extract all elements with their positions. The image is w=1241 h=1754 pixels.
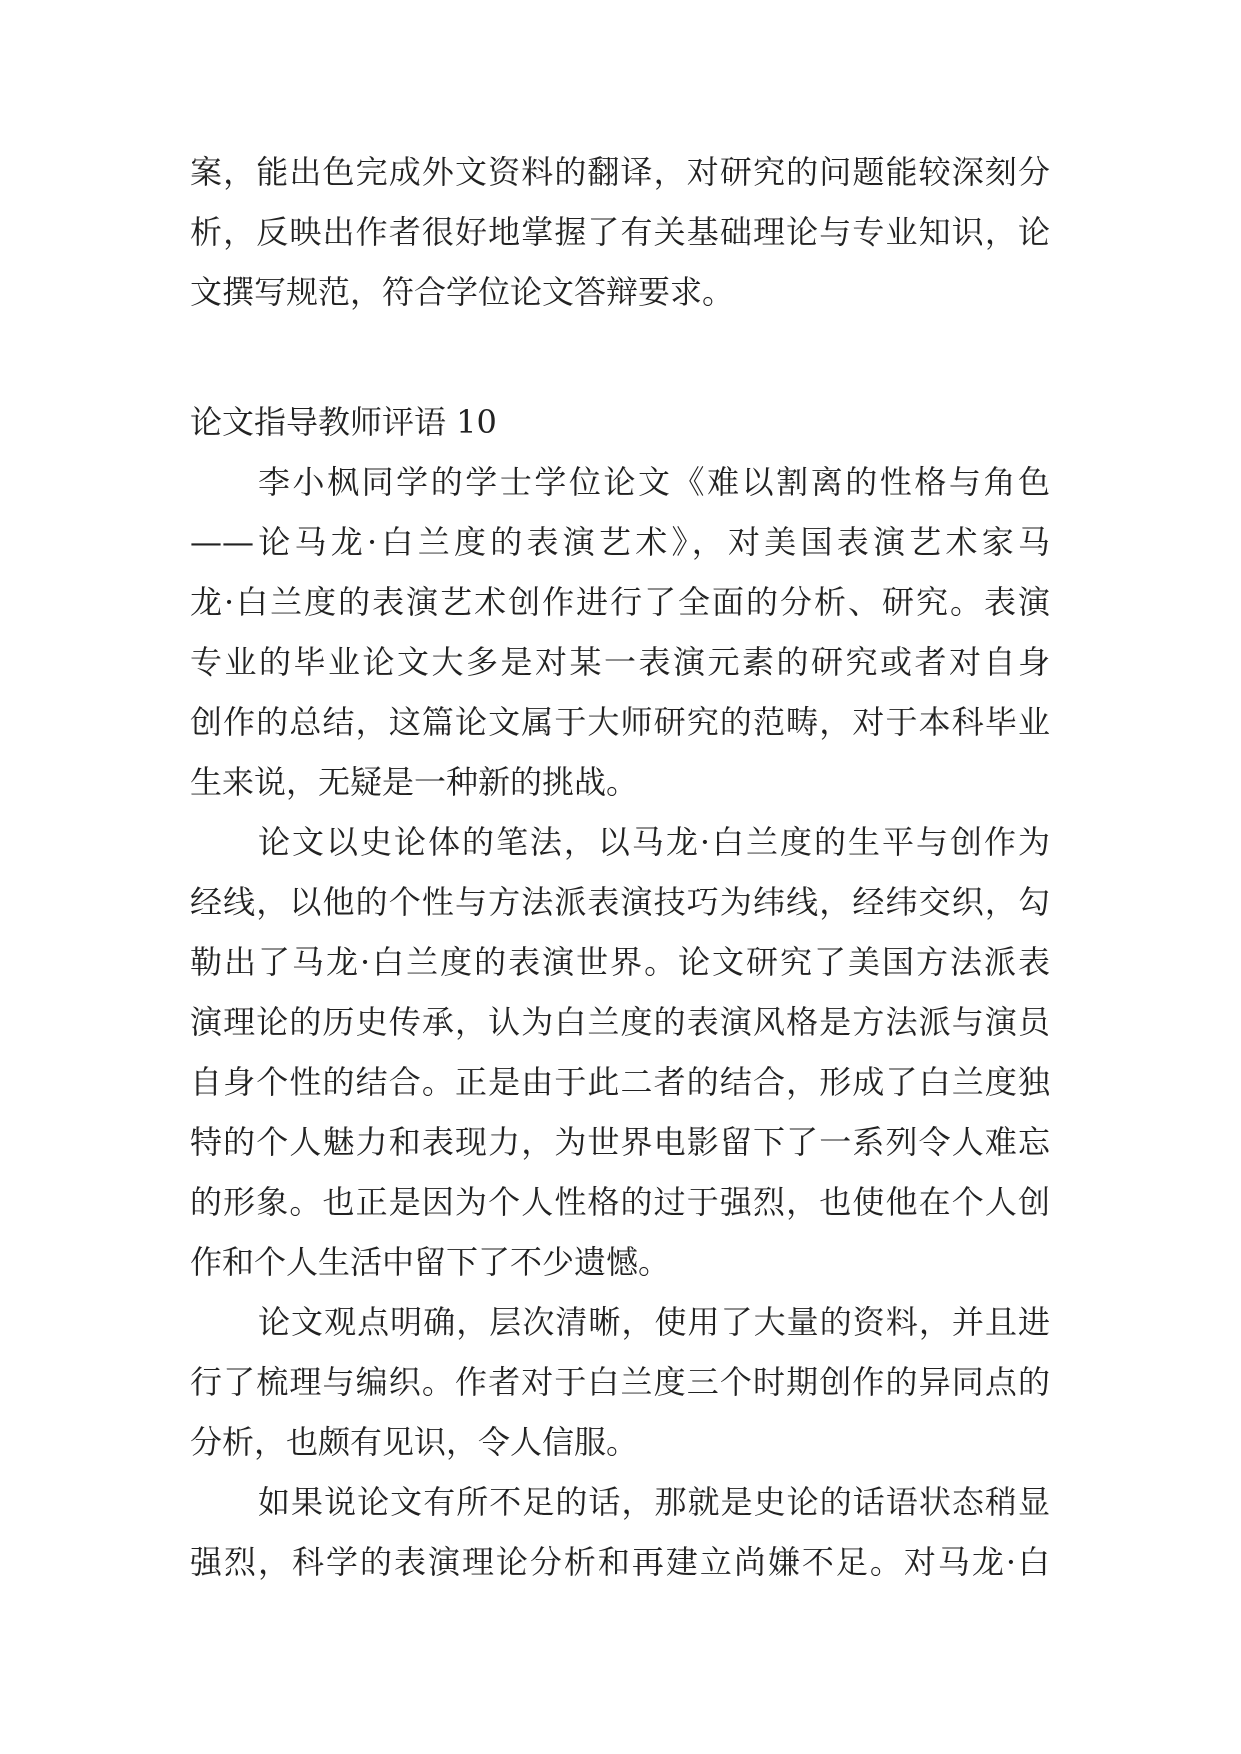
text-line: 生来说，无疑是一种新的挑战。 (190, 763, 639, 801)
text-line: 创作的总结，这篇论文属于大师研究的范畴，对于本科毕业 (190, 703, 1050, 741)
text-line: 专业的毕业论文大多是对某一表演元素的研究或者对自身 (190, 643, 1050, 681)
section-heading: 论文指导教师评语 10 (190, 403, 497, 441)
text-line: 的形象。也正是因为个人性格的过于强烈，也使他在个人创 (190, 1183, 1050, 1221)
text-line: 演理论的历史传承，认为白兰度的表演风格是方法派与演员 (190, 1003, 1050, 1041)
text-line: 案，能出色完成外文资料的翻译，对研究的问题能较深刻分 (190, 153, 1050, 191)
text-line: 特的个人魅力和表现力，为世界电影留下了一系列令人难忘 (190, 1123, 1050, 1161)
text-line: 经线，以他的个性与方法派表演技巧为纬线，经纬交织，勾 (190, 883, 1050, 921)
text-line: 李小枫同学的学士学位论文《难以割离的性格与角色 (258, 463, 1050, 501)
text-line: 如果说论文有所不足的话，那就是史论的话语状态稍显 (258, 1483, 1050, 1521)
text-line: 自身个性的结合。正是由于此二者的结合，形成了白兰度独 (190, 1063, 1050, 1101)
text-line: 文撰写规范，符合学位论文答辩要求。 (190, 273, 735, 311)
text-line: 强烈，科学的表演理论分析和再建立尚嫌不足。对马龙·白 (190, 1543, 1050, 1581)
text-line: 论文观点明确，层次清晰，使用了大量的资料，并且进 (258, 1303, 1050, 1341)
text-line: 分析，也颇有见识，令人信服。 (190, 1423, 639, 1461)
text-line: 勒出了马龙·白兰度的表演世界。论文研究了美国方法派表 (190, 943, 1050, 981)
text-line: 论文以史论体的笔法，以马龙·白兰度的生平与创作为 (258, 823, 1050, 861)
text-line: 龙·白兰度的表演艺术创作进行了全面的分析、研究。表演 (190, 583, 1050, 621)
text-line: 行了梳理与编织。作者对于白兰度三个时期创作的异同点的 (190, 1363, 1050, 1401)
text-line: 作和个人生活中留下了不少遗憾。 (190, 1243, 671, 1281)
text-line: ——论马龙·白兰度的表演艺术》，对美国表演艺术家马 (190, 523, 1050, 561)
text-line: 析，反映出作者很好地掌握了有关基础理论与专业知识，论 (190, 213, 1050, 251)
